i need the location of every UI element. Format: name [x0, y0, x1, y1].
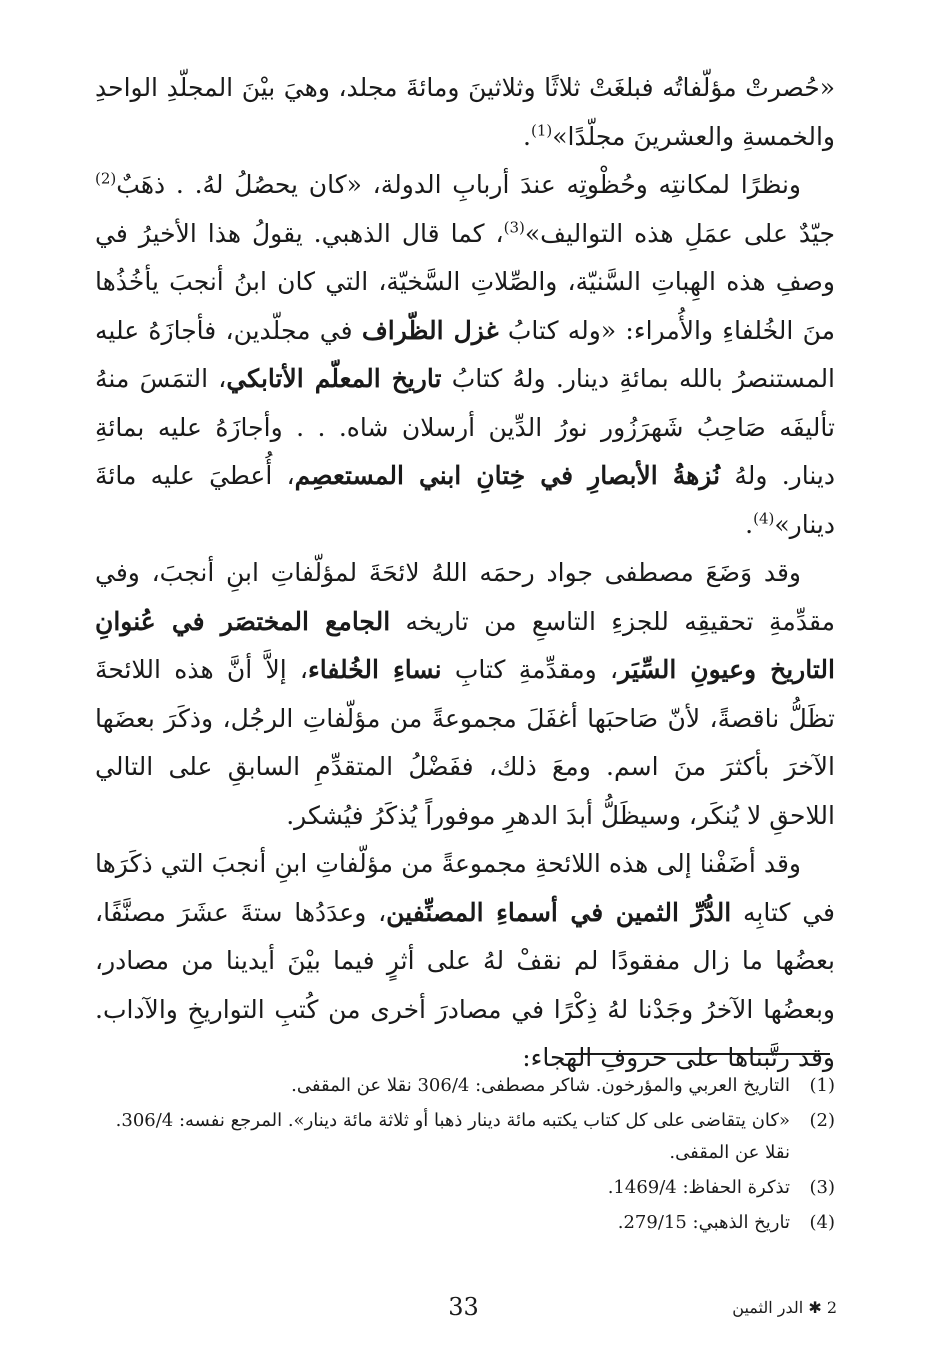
text-segment: ، أُعطيَ عليه مائةَ دينار» [95, 461, 835, 539]
footnote-item [90, 1172, 835, 1204]
text-segment: «حُصرتْ مؤلّفاتُه فبلغَتْ ثلاثًا وثلاثينَ ومائةَ مجلد، وهيَ بيْنَ المجلّدِ الواحدِ والخمسةِ والعشرينَ مجلّدًا» [95, 73, 835, 151]
book-title: نساءِ الخُلفاء [307, 655, 442, 684]
text-segment: وقد أضَفْنا إلى هذه اللائحةِ مجموعةً من مؤلّفاتِ ابنِ أنجبَ التي ذكَرَها في كتابِه [95, 849, 835, 927]
book-title: نُزهةُ الأبصارِ في خِتانِ ابني المستعصِم [294, 461, 721, 490]
paragraph [95, 840, 835, 1083]
page-number: 33 [448, 1293, 479, 1321]
running-footer: 2 ✱ الدر الثمين [732, 1298, 837, 1317]
book-title: الدُّرِّ الثمين في أسماءِ المصنِّفين [386, 897, 732, 927]
footnotes [90, 1070, 835, 1242]
footnote-item [90, 1105, 835, 1169]
text-segment: في مجلّدين، فأجازَهُ عليه المستنصرُ بالله بمائةِ دينار. ولهُ كتابُ [95, 315, 836, 393]
text-segment: . [745, 509, 754, 539]
footnote-reference: (4) [753, 509, 775, 528]
footnote-number: (4) [809, 1212, 835, 1233]
text-segment: ، إلاَّ أنَّ هذه اللائحةَ تظَلُّ ناقصةً، لأنّ صَاحبَها أغفَلَ مجموعةً من مؤلّفاتِ الرجُل، وذكَرَ بعضَها الآخرَ بأكثرَ منَ اسم. ومعَ ذلك، ففَضْلُ المتقدِّمِ السابقِ على التالي اللاحقِ لا يُنكَر، وسيظَلُّ أبدَ الدهرِ موفوراً يُذكَرُ فيُشكر. [95, 655, 835, 830]
text-segment: ، ومقدِّمةِ كتابِ [441, 655, 619, 684]
text-segment: وقد وَضَعَ مصطفى جواد رحمَه اللهُ لائحَةَ لمؤلّفاتِ ابنِ أنجبَ، وفي مقدِّمةِ تحقيقِه للجزءِ التاسعِ من تاريخه [95, 558, 835, 636]
text-segment: ونظرًا لمكانتِه وحُظْوتِه عندَ أربابِ الدولة، «كان يحصُلُ لهُ. . ذهَبٌ [116, 170, 801, 199]
footnote-reference: (1) [530, 121, 553, 140]
text-segment: . [523, 121, 531, 151]
footnote-number: (3) [809, 1177, 835, 1198]
footnote-reference: (3) [503, 218, 525, 237]
footnote-item [90, 1207, 835, 1239]
footnote-item [90, 1070, 835, 1102]
text-segment: ، كما قال الذهبي. يقولُ هذا الأخيرُ في وصفِ هذه الهِباتِ السَّنيّة، والصِّلاتِ السَّخيّة، التي كان ابنُ أنجبَ يأخُذُها منَ الخُلفاءِ والأُمراء: «وله كتابُ [95, 218, 835, 345]
footnote-number: (2) [809, 1110, 835, 1131]
text-segment: جيّدٌ على عمَلِ هذه التواليف» [524, 218, 835, 248]
paragraph [95, 549, 835, 840]
paragraph [95, 161, 835, 549]
footnote-text: «كان يتقاضى على كل كتاب يكتبه مائة دينار ذهبا أو ثلاثة مائة دينار». المرجع نفسه: 306/4. نقلا عن المقفى. [115, 1110, 790, 1163]
book-title: غزل الظّراف [361, 315, 499, 345]
main-text [95, 64, 835, 1083]
footnote-number: (1) [809, 1075, 835, 1096]
footnote-text: تاريخ الذهبي: 279/15. [617, 1212, 790, 1233]
book-title: الجامع المختصَر في عُنوانِ التاريخ وعيونِ السِّيَر [95, 606, 835, 684]
footnote-reference: (2) [95, 169, 117, 188]
text-segment: ، وعدَدُها ستةَ عشَرَ مصنَّفًا، بعضُها ما زال مفقودًا لم نقفْ لهُ على أثرٍ فيما بيْنَ أيدينا من مصادر، وبعضُها الآخرُ وجَدْنا لهُ ذِكْرًا في مصادرَ أخرى من كُتبِ التواريخِ والآداب. وقد رتَّبناها على حروفِ الهجاء: [95, 897, 835, 1072]
book-title: تاريخ المعلّم الأتابكي [226, 364, 442, 393]
footnote-separator [565, 1053, 830, 1055]
paragraph [95, 64, 835, 161]
footnote-text: التاريخ العربي والمؤرخون. شاكر مصطفى: 306/4 نقلا عن المقفى. [291, 1075, 790, 1096]
footnote-text: تذكرة الحفاظ: 1469/4. [607, 1177, 790, 1198]
text-segment: ، التمَسَ منهُ تأليفَه صَاحِبُ شَهرَزُور نورُ الدِّين أرسلان شاه. . . وأجازَهُ عليه بمائةِ دينار. ولهُ [95, 364, 835, 490]
